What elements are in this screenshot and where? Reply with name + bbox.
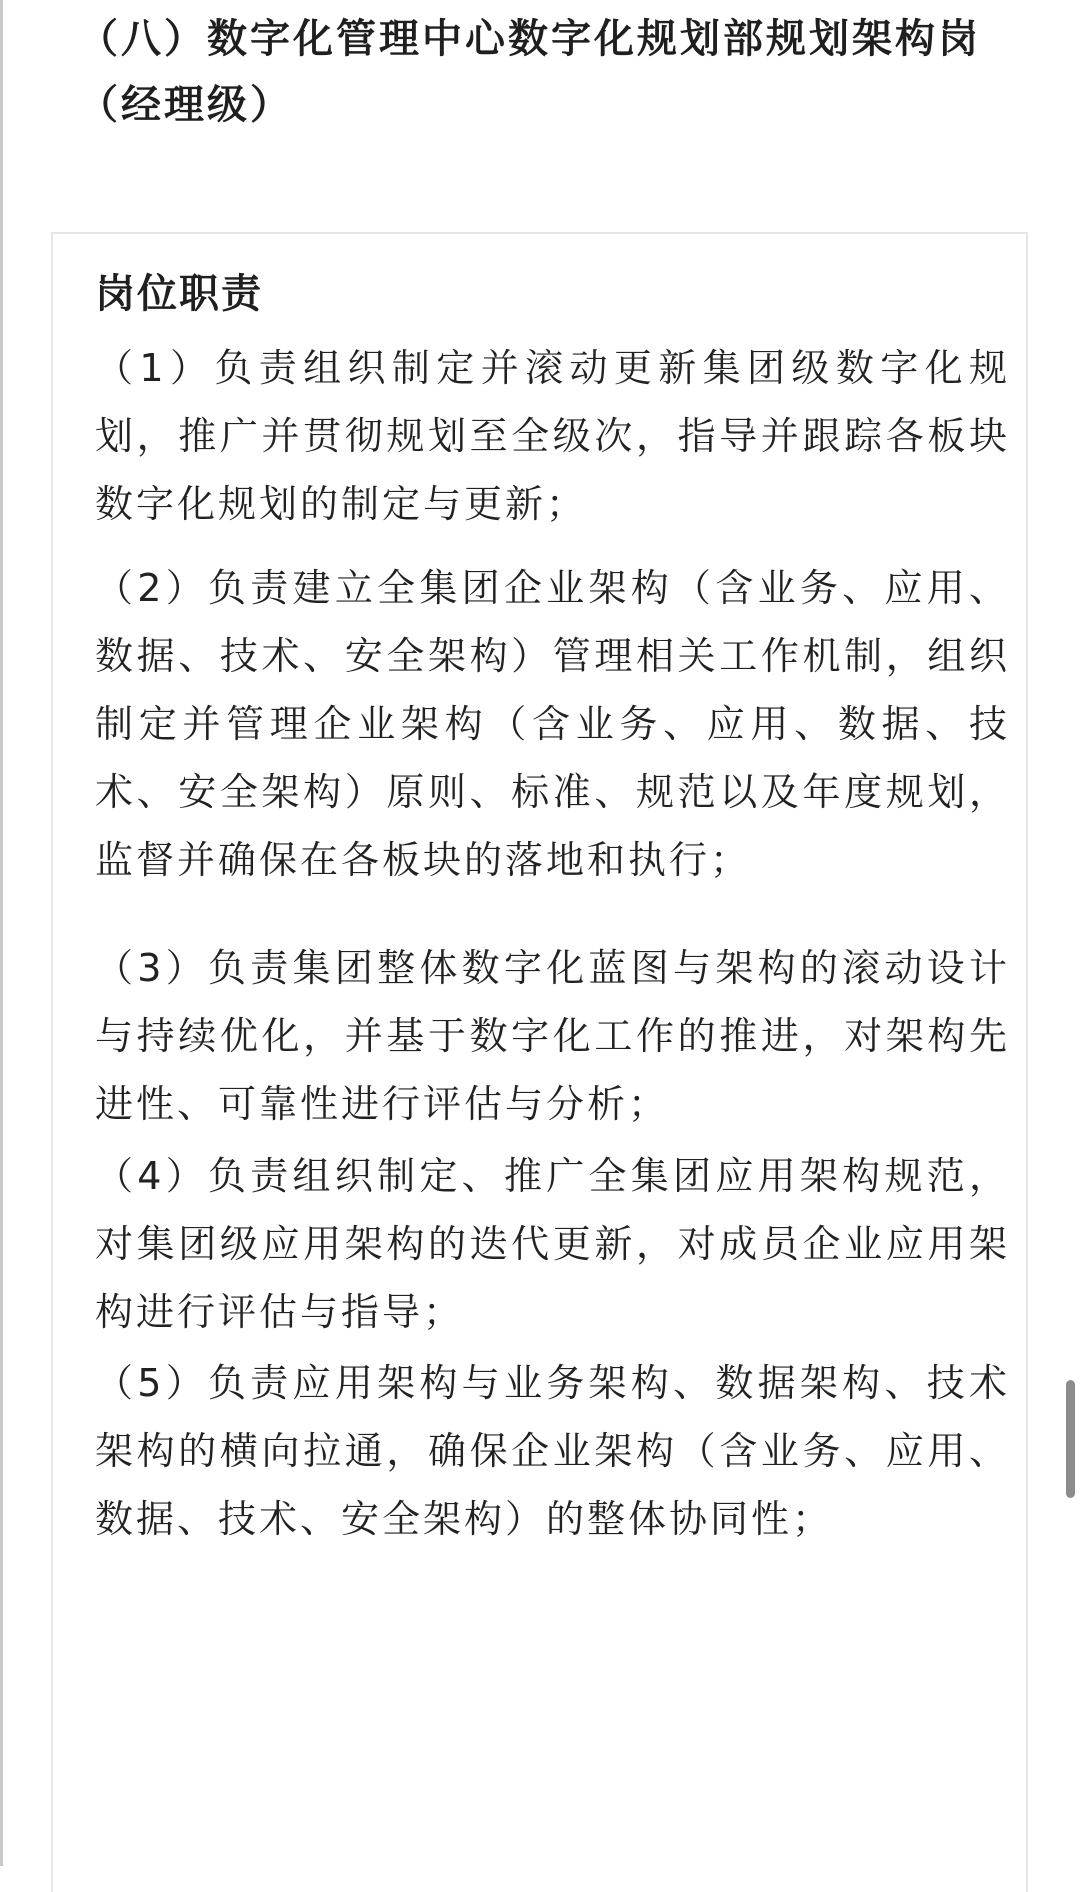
duty-item-4: （4）负责组织制定、推广全集团应用架构规范，对集团级应用架构的迭代更新，对成员企业应用架构进行评估与指导； [95, 1154, 1010, 1334]
duty-item-2: （2）负责建立全集团企业架构（含业务、应用、数据、技术、安全架构）管理相关工作机制，组织制定并管理企业架构（含业务、应用、数据、技术、安全架构）原则、标准、规范以及年度规划，监督并确保在各板块的落地和执行； [95, 566, 1010, 882]
duty-item-1: （1）负责组织制定并滚动更新集团级数字化规划，推广并贯彻规划至全级次，指导并跟踪各板块数字化规划的制定与更新； [95, 346, 1010, 526]
card-heading: 岗位职责 [95, 271, 263, 317]
section-title: （八）数字化管理中心数字化规划部规划架构岗（经理级） [78, 16, 981, 128]
page-left-edge [0, 0, 3, 1866]
scrollbar-thumb[interactable] [1066, 1380, 1075, 1498]
duty-item-5: （5）负责应用架构与业务架构、数据架构、技术架构的横向拉通，确保企业架构（含业务、应用、数据、技术、安全架构）的整体协同性； [95, 1361, 1010, 1541]
duty-item-3: （3）负责集团整体数字化蓝图与架构的滚动设计与持续优化，并基于数字化工作的推进，对架构先进性、可靠性进行评估与分析； [95, 946, 1010, 1126]
responsibilities-card [51, 232, 1028, 1892]
